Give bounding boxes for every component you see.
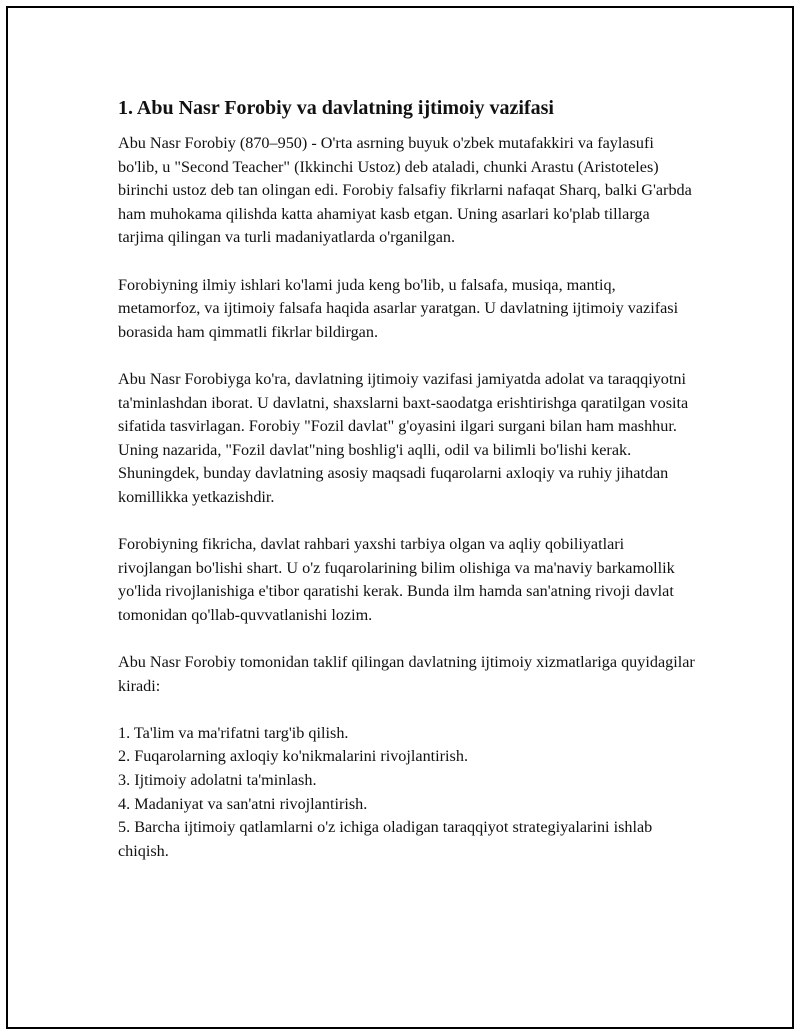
list-item: 5. Barcha ijtimoiy qatlamlarni o'z ichiga oladigan taraqqiyot strategiyalarini ishlab chiqish.	[118, 818, 653, 860]
paragraph-scientific-works: Forobiyning ilmiy ishlari ko'lami juda keng bo'lib, u falsafa, musiqa, mantiq, metamorfoz, va ijtimoiy falsafa haqida asarlar yaratgan. U davlatning ijtimoiy vazifasi borasida ham qimmatli fikrlar bildirgan.	[118, 275, 679, 341]
list-item: 3. Ijtimoiy adolatni ta'minlash.	[118, 771, 317, 790]
document-body	[118, 88, 698, 863]
list-item: 1. Ta'lim va ma'rifatni targ'ib qilish.	[118, 723, 349, 742]
page-title: 1. Abu Nasr Forobiy va davlatning ijtimoiy vazifasi	[118, 97, 554, 119]
list-item: 4. Madaniyat va san'atni rivojlantirish.	[118, 794, 368, 813]
paragraph-intro: Abu Nasr Forobiy (870–950) - O'rta asrning buyuk o'zbek mutafakkiri va faylasufi bo'lib, u "Second Teacher" (Ikkinchi Ustoz) deb ataladi, chunki Arastu (Aristoteles) birinchi ustoz deb tan olingan edi. Forobiy falsafiy fikrlarni nafaqat Sharq, balki G'arbda ham muhokama qilishda katta ahamiyat kasb etgan. Uning asarlari ko'plab tillarga tarjima qilingan va turli madaniyatlarda o'rganilgan.	[118, 134, 692, 247]
list-item: 2. Fuqarolarning axloqiy ko'nikmalarini rivojlantirish.	[118, 747, 468, 766]
paragraph-services-intro: Abu Nasr Forobiy tomonidan taklif qilingan davlatning ijtimoiy xizmatlariga quyidagilar kiradi:	[118, 653, 695, 695]
services-list	[118, 722, 698, 864]
paragraph-social-function: Abu Nasr Forobiyga ko'ra, davlatning ijtimoiy vazifasi jamiyatda adolat va taraqqiyotni ta'minlashdan iborat. U davlatni, shaxslarni baxt-saodatga erishtirishga qaratilgan vosita sifatida tasvirlagan. Forobiy "Fozil davlat" g'oyasini ilgari surgani bilan ham mashhur. Uning nazarida, "Fozil davlat"ning boshlig'i aqlli, odil va bilimli bo'lishi kerak. Shuningdek, bunday davlatning asosiy maqsadi fuqarolarni axloqiy va ruhiy jihatdan komillikka yetkazishdir.	[118, 369, 689, 506]
paragraph-leader-qualities: Forobiyning fikricha, davlat rahbari yaxshi tarbiya olgan va aqliy qobiliyatlari rivojlangan bo'lishi shart. U o'z fuqarolarining bilim olishiga va ma'naviy barkamollik yo'lida rivojlanishiga e'tibor qaratishi kerak. Bunda ilm hamda san'atning rivoji davlat tomonidan qo'llab-quvvatlanishi lozim.	[118, 535, 675, 624]
